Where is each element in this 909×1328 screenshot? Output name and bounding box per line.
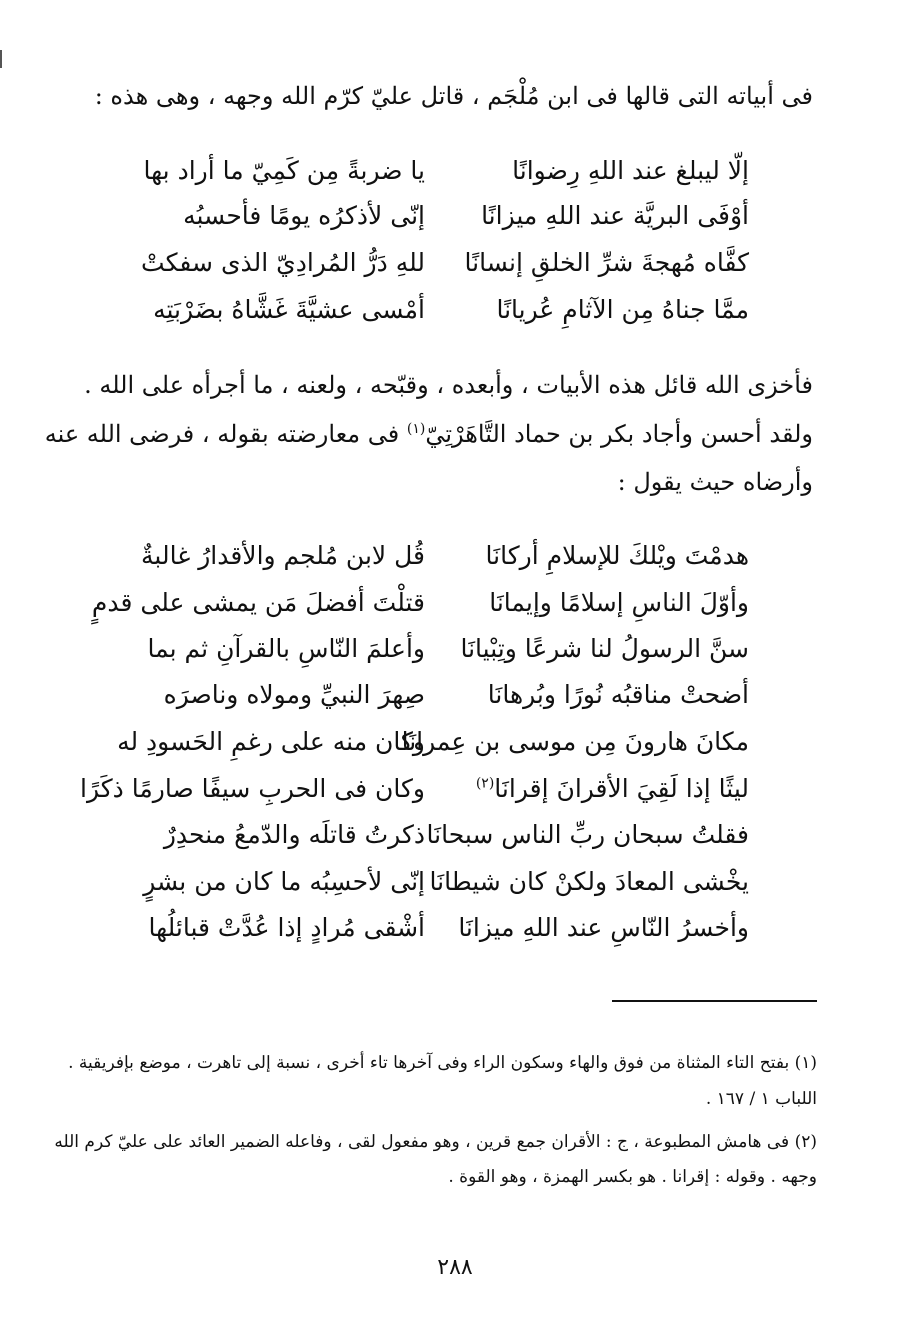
poem2-verse-6-second-hemistich [449,766,749,812]
footnote-ref-2: (٢) [475,775,495,792]
poem2-verse-8-second-hemistich: يخْشى المعادَ ولكنْ كان شيطانَا [429,867,749,896]
poem1-verse-1-second-hemistich: إلّا ليبلغ عند اللهِ رِضوانًا [512,156,749,185]
poem1-verse-4-first-hemistich: أمْسى عشيَّةَ غَشَّاهُ بضَرْبَتِه [153,295,425,324]
poem2-verse-5-first-hemistich: وكان منه على رغمِ الحَسودِ له [117,727,425,756]
page-edge-mark [0,50,2,68]
poem2-verse-5-second-hemistich: مكانَ هارونَ مِن موسى بن عِمرانَا [401,727,749,756]
poem2-verse-1-first-hemistich: قُل لابن مُلجم والأقدارُ غالبةٌ [141,541,425,570]
footnote-separator [612,1000,817,1002]
footnote-1-line-1: (١) بفتح التاء المثناة من فوق والهاء وسكون الراء وفى آخرها تاء أخرى ، نسبة إلى تاهرت ، موضع بإفريقية . [68,1053,817,1073]
intro-line: فى أبياته التى قالها فى ابن مُلْجَم ، قاتل عليّ كرّم الله وجهه ، وهى هذه : [94,82,813,110]
poem2-verse-3-second-hemistich: سنَّ الرسولُ لنا شرعًا وتِبْيانَا [460,634,749,663]
poem2-verse-4-first-hemistich: صِهرَ النبيِّ ومولاه وناصرَه [163,680,425,709]
poem1-verse-3-second-hemistich: كفَّاه مُهجةَ شرِّ الخلقِ إنسانًا [464,248,749,277]
poem2-verse-2-first-hemistich: قتلْتَ أفضلَ مَن يمشى على قدمٍ [91,588,425,617]
poem2-verse-4-second-hemistich: أضحتْ مناقبُه نُورًا وبُرهانَا [487,680,749,709]
poem2-verse-1-second-hemistich: هدمْتَ ويْلكَ للإسلامِ أركانَا [485,541,749,570]
poem1-verse-4-second-hemistich: ممَّا جناهُ مِن الآثامِ عُريانًا [496,295,749,324]
poem2-verse-8-first-hemistich: إنّى لأحسِبُه ما كان من بشرٍ [143,867,425,896]
poem2-verse-7-second-hemistich: فقلتُ سبحان ربِّ الناس سبحانَا [426,820,749,849]
paragraph-line-2 [44,414,813,454]
poem1-verse-3-first-hemistich: للهِ دَرُّ المُرادِيّ الذى سفكتْ [141,248,425,277]
footnote-1-line-2: اللباب ١ / ١٦٧ . [705,1089,817,1109]
page-number: ٢٨٨ [437,1255,473,1280]
paragraph-line-3: وأرضاه حيث يقول : [617,468,813,496]
poem2-verse-9-first-hemistich: أشْقى مُرادٍ إذا عُدَّتْ قبائلُها [148,913,425,942]
poem2-verse-6-first-hemistich: وكان فى الحربِ سيفًا صارمًا ذكَرًا [80,774,425,803]
footnote-ref-1: (١) [406,421,426,437]
poem2-verse-9-second-hemistich: وأخسرُ النّاسِ عند اللهِ ميزانَا [458,913,749,942]
paragraph-line-1: فأخزى الله قائل هذه الأبيات ، وأبعده ، وقبّحه ، ولعنه ، ما أجرأه على الله . [84,371,813,399]
poem2-verse-7-first-hemistich: ذكرتُ قاتلَه والدّمعُ منحدِرٌ [163,820,425,849]
poem1-verse-2-second-hemistich: أوْفَى البريَّة عند اللهِ ميزانًا [481,201,749,230]
poem2-verse-6-text: ليثًا إذا لَقِيَ الأقرانَ إقرانَا [494,774,749,803]
paragraph-line-2-start: ولقد أحسن وأجاد بكر بن حماد التَّاهَرْتِيّ [425,420,813,448]
poem1-verse-2-first-hemistich: إنّى لأذكرُه يومًا فأحسبُه [183,201,425,230]
poem2-verse-2-second-hemistich: وأوّلَ الناسِ إسلامًا وإيمانَا [489,588,749,617]
poem2-verse-3-first-hemistich: وأعلمَ النّاسِ بالقرآنِ ثم بما [147,634,425,663]
footnote-2-line-1: (٢) فى هامش المطبوعة ، ج : الأقران جمع قرين ، وهو مفعول لقى ، وفاعله الضمير العائد على عليّ كرم الله [54,1132,817,1152]
paragraph-line-2-end: فى معارضته بقوله ، فرضى الله عنه [44,420,407,448]
poem1-verse-1-first-hemistich: يا ضربةً مِن كَمِيّ ما أراد بها [143,156,425,185]
footnote-2-line-2: وجهه . وقوله : إقرانا . هو بكسر الهمزة ، وهو القوة . [448,1167,817,1187]
